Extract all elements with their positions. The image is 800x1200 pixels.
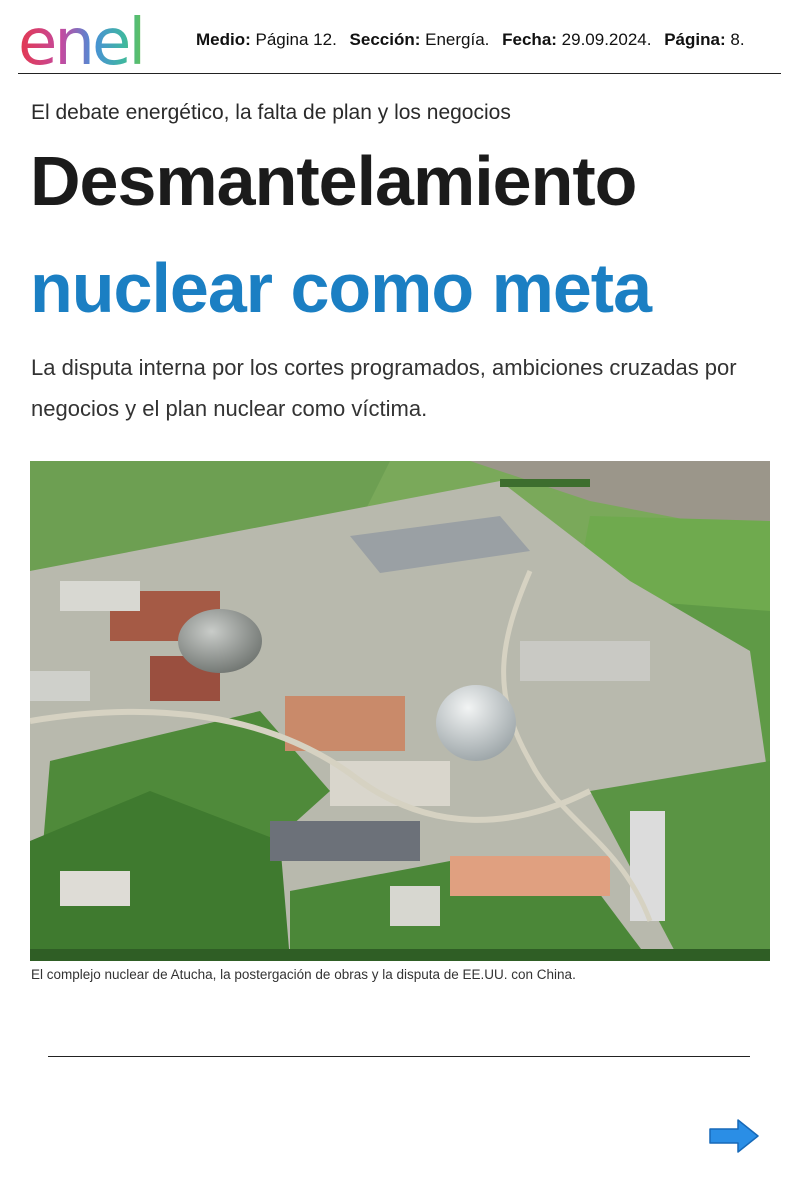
enel-logo (18, 8, 183, 72)
article-lede: La disputa interna por los cortes programados, ambiciones cruzadas por negocios y el plan nuclear como víctima. (31, 355, 737, 421)
headline-line-1: Desmantelamiento (30, 142, 637, 220)
header-divider (18, 73, 781, 74)
headline-line-2: nuclear como meta (30, 249, 651, 327)
article-photo (30, 461, 770, 961)
seccion-value: Energía. (425, 30, 490, 49)
article-kicker: El debate energético, la falta de plan y los negocios (31, 101, 511, 124)
fecha-value: 29.09.2024. (561, 30, 652, 49)
publication-meta (196, 30, 745, 50)
photo-caption: El complejo nuclear de Atucha, la postergación de obras y la disputa de EE.UU. con China. (31, 967, 576, 982)
arrow-right-icon[interactable] (708, 1118, 760, 1154)
medio-label: Medio: (196, 30, 251, 49)
svg-text:enel: enel (18, 8, 144, 72)
footer-divider (48, 1056, 750, 1057)
pagina-value: 8. (730, 30, 745, 49)
medio-value: Página 12. (255, 30, 337, 49)
fecha-label: Fecha: (502, 30, 557, 49)
pagina-label: Página: (664, 30, 726, 49)
seccion-label: Sección: (349, 30, 421, 49)
